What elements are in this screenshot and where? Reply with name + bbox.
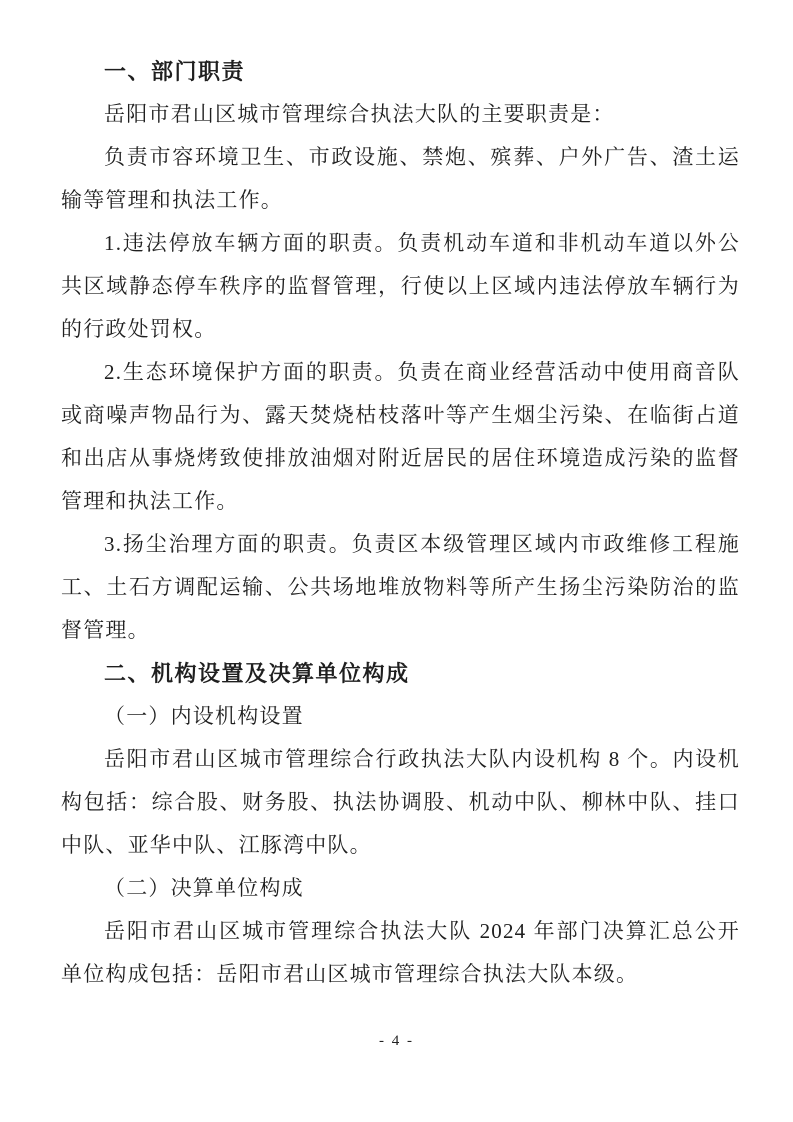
para-internal-org-list: 岳阳市君山区城市管理综合行政执法大队内设机构 8 个。内设机构包括：综合股、财务股、执法协调股、机动中队、柳林中队、挂口中队、亚华中队、江豚湾中队。 xyxy=(61,747,740,857)
para-duties-overview: 负责市容环境卫生、市政设施、禁炮、殡葬、户外广告、渣土运输等管理和执法工作。 xyxy=(61,145,740,212)
subheading-final-accounts-units: （二）决算单位构成 xyxy=(104,876,304,900)
page-number: - 4 - xyxy=(379,1033,414,1049)
para-duty-3-dust-control: 3.扬尘治理方面的职责。负责区本级管理区域内市政维修工程施工、土石方调配运输、公共场地堆放物料等所产生扬尘污染防治的监督管理。 xyxy=(61,532,740,642)
para-main-duties-intro: 岳阳市君山区城市管理综合执法大队的主要职责是： xyxy=(104,102,615,126)
heading-org-structure: 二、机构设置及决算单位构成 xyxy=(104,661,410,686)
document-body xyxy=(61,50,740,996)
heading-department-duties: 一、部门职责 xyxy=(104,59,246,84)
para-duty-2-ecological-protection: 2.生态环境保护方面的职责。负责在商业经营活动中使用商音队或商噪声物品行为、露天焚烧枯枝落叶等产生烟尘污染、在临街占道和出店从事烧烤致使排放油烟对附近居民的居住环境造成污染的监督管理和执法工作。 xyxy=(61,360,740,513)
subheading-internal-org-setup: （一）内设机构设置 xyxy=(104,704,304,728)
para-duty-1-illegal-parking: 1.违法停放车辆方面的职责。负责机动车道和非机动车道以外公共区域静态停车秩序的监督管理，行使以上区域内违法停放车辆行为的行政处罚权。 xyxy=(61,231,740,341)
page-footer xyxy=(0,1031,793,1051)
para-final-accounts-composition: 岳阳市君山区城市管理综合执法大队 2024 年部门决算汇总公开单位构成包括：岳阳市君山区城市管理综合执法大队本级。 xyxy=(61,919,740,986)
